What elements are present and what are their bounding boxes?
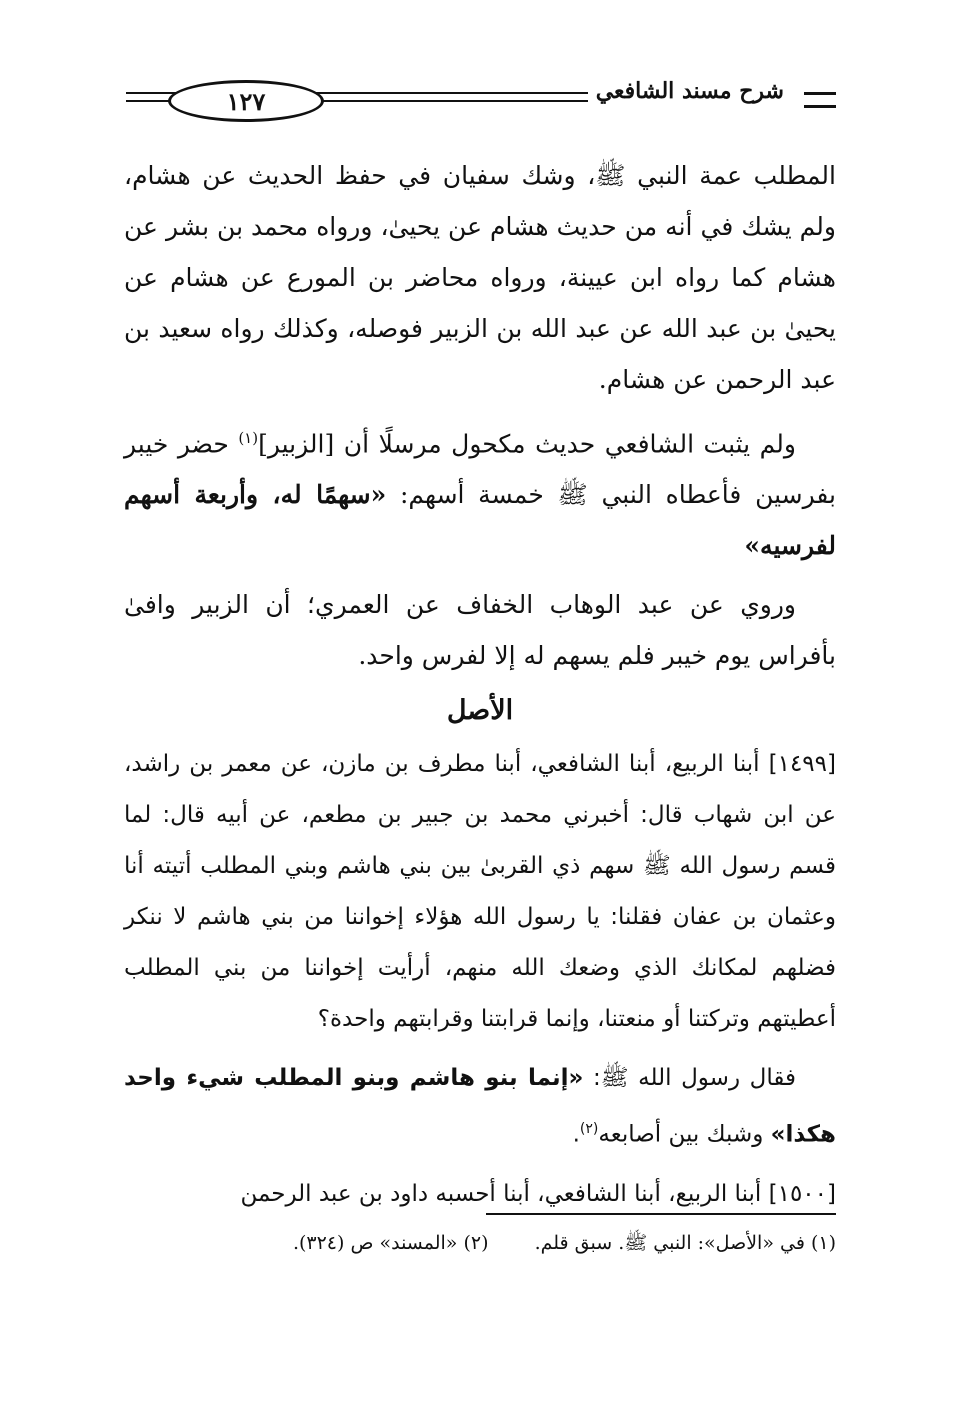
main-text <box>124 150 836 1228</box>
footnote-rule <box>486 1213 836 1215</box>
paragraph-end: . <box>572 1121 580 1148</box>
paragraph-text: فقال رسول الله ﷺ: <box>583 1065 796 1092</box>
commentary-paragraph-2 <box>124 413 836 571</box>
footnote-1: (١) في «الأصل»: النبي ﷺ. سبق قلم. <box>534 1232 836 1254</box>
paragraph-text: وشبك بين أصابعه <box>598 1121 771 1148</box>
page-number-oval <box>168 80 324 122</box>
asl-section <box>124 739 836 1220</box>
commentary-paragraph-1: المطلب عمة النبي ﷺ، وشك سفيان في حفظ الحديث عن هشام، ولم يشك في أنه من حديث هشام عن يحيىٰ، ورواه محمد بن بشر عن هشام كما رواه ابن عيينة، ورواه محاضر بن المورع عن هشام عن يحيىٰ بن عبد الله عن عبد الله بن الزبير فوصله، وكذلك رواه سعيد بن عبد الرحمن عن هشام. <box>124 161 836 394</box>
commentary-paragraph-3: وروي عن عبد الوهاب الخفاف عن العمري؛ أن الزبير وافىٰ بأفراس يوم خيبر فلم يسهم له إلا لفرس واحد. <box>124 590 836 671</box>
running-header <box>126 70 836 120</box>
footnote-2: (٢) «المسند» ص (٣٢٤). <box>292 1232 489 1254</box>
header-ornament <box>804 92 836 108</box>
hadith-1500: [١٥٠٠] أبنا الربيع، أبنا الشافعي، أبنا أحسبه داود بن عبد الرحمن <box>240 1180 836 1207</box>
page-number: ١٢٧ <box>226 86 266 116</box>
paragraph-text: حضر خيبر بفرسين فأعطاه النبي ﷺ خمسة أسهم: <box>124 429 836 510</box>
footnote-ref-2: (٢) <box>579 1121 599 1138</box>
hadith-quote: «سهمًا له، وأربعة أسهم لفرسيه» <box>124 480 836 561</box>
footnote-ref-1: (١) <box>238 429 259 447</box>
footnotes <box>200 1226 836 1260</box>
paragraph-text: ولم يثبت الشافعي حديث مكحول مرسلًا أن [الزبير] <box>258 429 796 459</box>
section-heading: الأصل <box>446 695 514 727</box>
book-title: شرح مسند الشافعي <box>588 78 792 104</box>
hadith-1499: [١٤٩٩] أبنا الربيع، أبنا الشافعي، أبنا مطرف بن مازن، عن معمر بن راشد، عن ابن شهاب قال: أخبرني محمد بن جبير بن مطعم، عن أبيه قال: لما قسم رسول الله ﷺ سهم ذي القربىٰ بين بني هاشم وبني المطلب أتيته أنا وعثمان بن عفان فقلنا: يا رسول الله هؤلاء إخواننا من بني هاشم لا ننكر فضلهم لمكانك الذي وضعك الله منهم، أرأيت إخواننا من بني المطلب أعطيتهم وتركتنا أو منعتنا، وإنما قرابتنا وقرابتهم واحدة؟ <box>124 751 836 1033</box>
hadith-answer-paragraph <box>124 1053 836 1161</box>
hadith-quote: «إنما بنو هاشم وبنو المطلب شيء واحد هكذا» <box>124 1065 836 1148</box>
